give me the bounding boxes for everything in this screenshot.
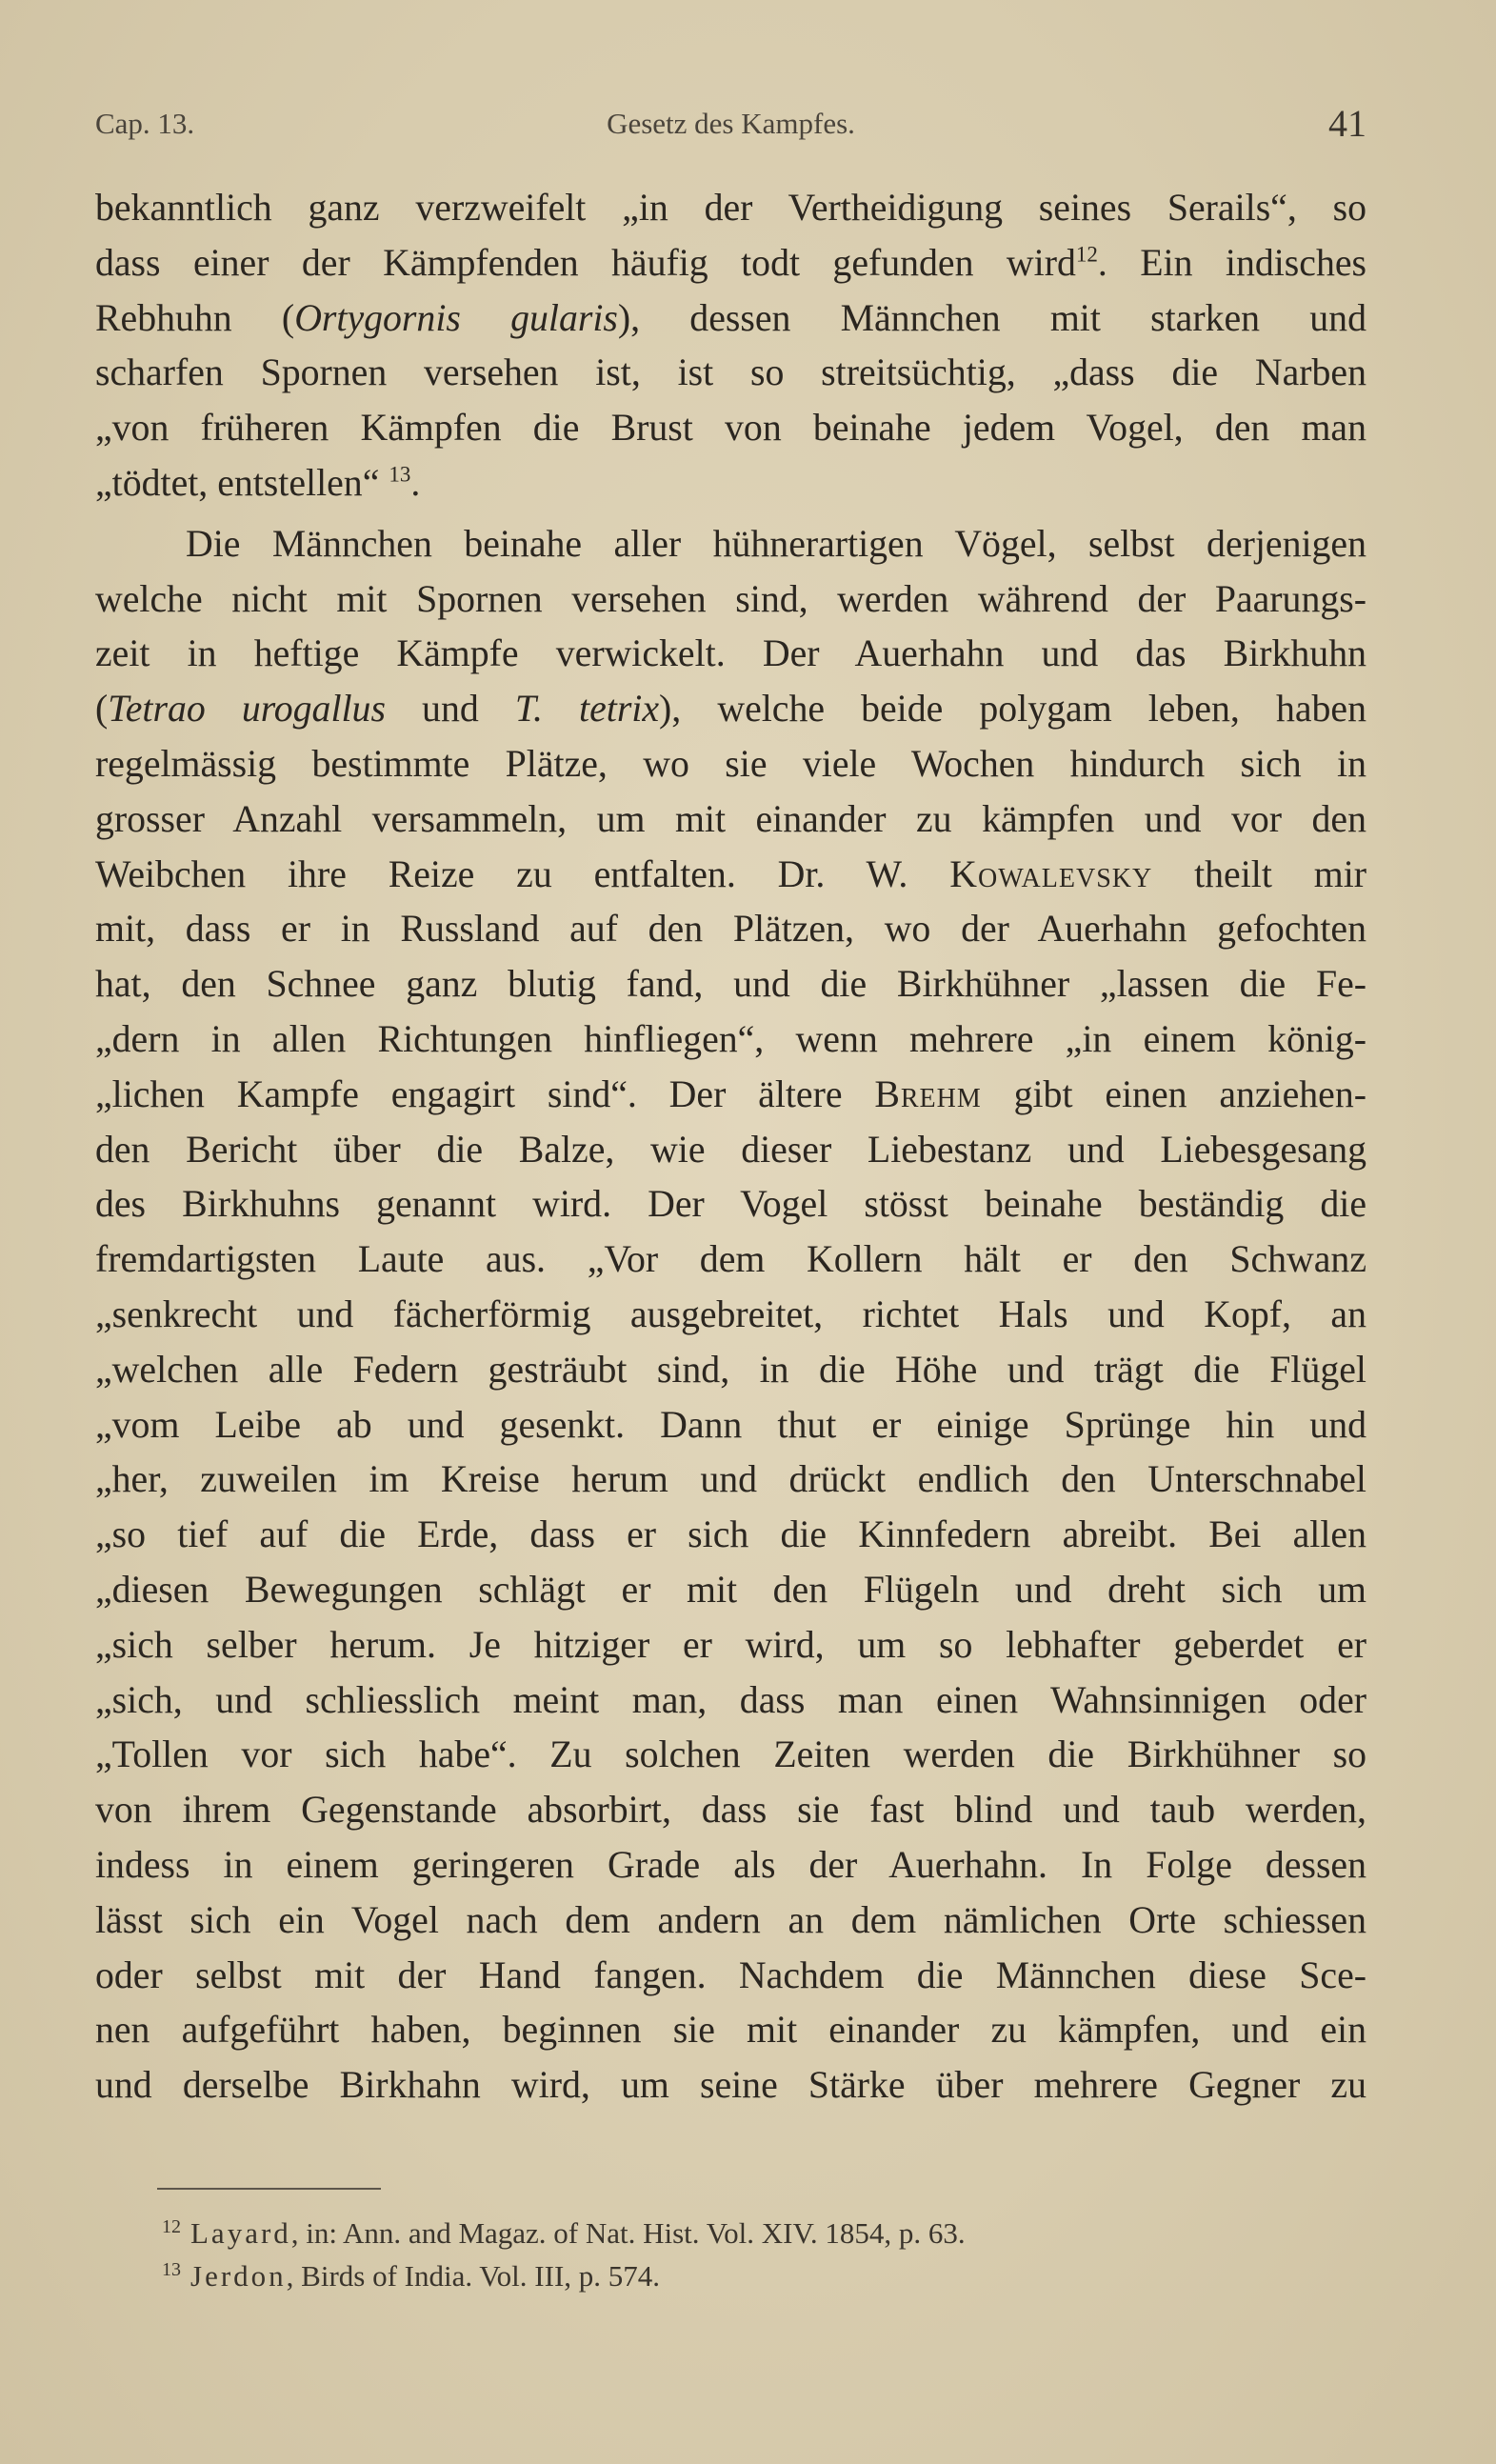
text-line: lässt sich ein Vogel nach dem andern an dem nämlichen Orte schiessen <box>95 1898 1366 1941</box>
text-line: des Birkhuhns genannt wird. Der Vogel stösst beinahe beständig die <box>95 1183 1366 1226</box>
footnote-text: , Birds of India. Vol. III, p. 574. <box>286 2259 661 2293</box>
paragraph-1 <box>95 181 1366 511</box>
footnote-text: , in: Ann. and Magaz. of Nat. Hist. Vol. XIV. 1854, p. 63. <box>290 2216 966 2250</box>
text-line: „sich, und schliesslich meint man, dass man einen Wahnsinnigen oder <box>95 1678 1366 1721</box>
footnote-author: Layard <box>190 2216 291 2250</box>
text-line: Rebhuhn (Ortygornis gularis), dessen Männchen mit starken und <box>95 296 1366 339</box>
text-line: „lichen Kampfe engagirt sind“. Der ältere Brehm gibt einen anziehen- <box>95 1072 1366 1115</box>
footnote-ref-12[interactable]: 12 <box>1075 242 1098 267</box>
footnote-ref-13[interactable]: 13 <box>389 462 411 487</box>
footnote-13 <box>162 2257 660 2295</box>
text-line: „sich selber herum. Je hitziger er wird, um so lebhafter geberdet er <box>95 1623 1366 1666</box>
text-line: „vom Leibe ab und gesenkt. Dann thut er einige Sprünge hin und <box>95 1403 1366 1446</box>
footnote-12 <box>162 2214 966 2253</box>
species-name: Tetrao urogallus <box>108 688 386 731</box>
page-number: 41 <box>1328 102 1366 145</box>
text-line: von ihrem Gegenstande absorbirt, dass sie fast blind und taub werden, <box>95 1789 1366 1832</box>
author-name: Brehm <box>874 1072 982 1115</box>
text-line: dass einer der Kämpfenden häufig todt gefunden wird$^{12}$. Ein indisches <box>95 241 1366 284</box>
species-name: T. tetrix <box>514 688 660 731</box>
text-line: oder selbst mit der Hand fangen. Nachdem die Männchen diese Sce- <box>95 1953 1366 1996</box>
chapter-label: Cap. 13. <box>95 107 195 140</box>
text-line: „tödtet, entstellen“ $^{13}$. <box>95 461 421 504</box>
text-line: bekanntlich ganz verzweifelt „in der Vertheidigung seines Serails“, so <box>95 187 1366 229</box>
author-name: Kowalevsky <box>949 852 1153 895</box>
footnote-number: 13 <box>162 2258 181 2280</box>
text-line: mit, dass er in Russland auf den Plätzen, wo der Auerhahn gefochten <box>95 908 1366 951</box>
text-line: „senkrecht und fächerförmig ausgebreitet, richtet Hals und Kopf, an <box>95 1292 1366 1335</box>
text-line: „so tief auf die Erde, dass er sich die Kinnfedern abreibt. Bei allen <box>95 1513 1366 1556</box>
footnote-number: 12 <box>162 2215 181 2237</box>
text-line: indess in einem geringeren Grade als der Auerhahn. In Folge dessen <box>95 1843 1366 1886</box>
text-line: „Tollen vor sich habe“. Zu solchen Zeiten werden die Birkhühner so <box>95 1733 1366 1776</box>
text-line: „welchen alle Federn gesträubt sind, in die Höhe und trägt die Flügel <box>95 1348 1366 1391</box>
text-line: „her, zuweilen im Kreise herum und drückt endlich den Unterschnabel <box>95 1458 1366 1501</box>
text-line: scharfen Spornen versehen ist, ist so streitsüchtig, „dass die Narben <box>95 351 1366 394</box>
paragraph-2 <box>95 517 1366 2113</box>
text-line: Die Männchen beinahe aller hühnerartigen Vögel, selbst derjenigen <box>186 522 1366 565</box>
text-line: und derselbe Birkhahn wird, um seine Stärke über mehrere Gegner zu <box>95 2064 1366 2107</box>
running-title: Gesetz des Kampfes. <box>607 107 855 140</box>
text-line: regelmässig bestimmte Plätze, wo sie viele Wochen hindurch sich in <box>95 742 1366 785</box>
text-line: (Tetrao urogallus und T. tetrix), welche beide polygam leben, haben <box>95 688 1366 731</box>
text-line: welche nicht mit Spornen versehen sind, werden während der Paarungs- <box>95 577 1366 620</box>
text-line: den Bericht über die Balze, wie dieser Liebestanz und Liebesgesang <box>95 1128 1366 1171</box>
text-line: Weibchen ihre Reize zu entfalten. Dr. W. Kowalevsky theilt mir <box>95 852 1367 895</box>
text-line: hat, den Schnee ganz blutig fand, und die Birkhühner „lassen die Fe- <box>95 963 1366 1006</box>
text-line: „von früheren Kämpfen die Brust von beinahe jedem Vogel, den man <box>95 407 1366 450</box>
body-text <box>95 181 1366 2113</box>
text-line: fremdartigsten Laute aus. „Vor dem Kollern hält er den Schwanz <box>95 1238 1366 1281</box>
species-name: Ortygornis gularis <box>294 296 618 339</box>
footnote-author: Jerdon <box>190 2259 287 2293</box>
text-line: nen aufgeführt haben, beginnen sie mit einander zu kämpfen, und ein <box>95 2009 1366 2052</box>
text-line: grosser Anzahl versammeln, um mit einander zu kämpfen und vor den <box>95 797 1366 840</box>
footnote-divider <box>157 2188 381 2190</box>
text-line: zeit in heftige Kämpfe verwickelt. Der Auerhahn und das Birkhuhn <box>95 632 1366 675</box>
running-header <box>95 102 1366 154</box>
text-line: „diesen Bewegungen schlägt er mit den Flügeln und dreht sich um <box>95 1568 1366 1611</box>
text-line: „dern in allen Richtungen hinfliegen“, wenn mehrere „in einem könig- <box>95 1017 1366 1060</box>
